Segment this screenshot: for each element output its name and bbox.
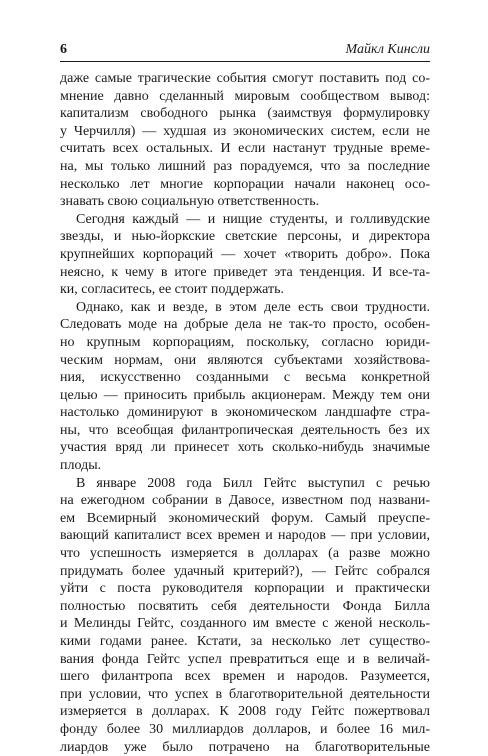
text-line: лиардов уже было потрачено на благотворительные xyxy=(60,739,430,755)
text-line: участия вряд ли принесет хоть сколько-нибудь значимые xyxy=(60,440,430,456)
text-line: шего филантропа всех времен и народов. Разумеется, xyxy=(60,669,430,685)
running-head-author: Майкл Кинсли xyxy=(345,42,430,57)
body-text xyxy=(60,70,430,756)
page-number: 6 xyxy=(60,42,67,57)
text-line: вания фонда Гейтс успел превратиться еще и в величай- xyxy=(60,651,430,667)
text-line: но крупным корпорациям, поскольку, согласно юриди- xyxy=(60,334,430,350)
text-line: настолько доминируют в экономическом ландшафте стра- xyxy=(60,405,430,421)
text-line: ческим нормам, они являются субъектами хозяйствова- xyxy=(60,352,430,368)
text-line: фонду более 30 миллиардов долларов, и более 16 мил- xyxy=(60,721,430,737)
text-line: при условии, что успех в благотворительной деятельности xyxy=(60,686,430,702)
text-line: капитализм свободного рынка (заимствуя формулировку xyxy=(60,106,430,122)
text-line: у Черчилля) — худшая из экономических систем, если не xyxy=(60,123,430,139)
text-line: измеряется в долларах. К 2008 году Гейтс пожертвовал xyxy=(60,704,430,720)
text-line: целью — приносить прибыль акционерам. Между тем они xyxy=(60,387,430,403)
text-line: кими годами ранее. Кстати, за несколько лет существо- xyxy=(60,634,430,649)
text-line: знавать свою социальную ответственность. xyxy=(60,194,320,210)
book-page xyxy=(60,40,430,756)
text-line: ны, что всеобщая филантропическая деятельность без их xyxy=(60,422,430,438)
text-line: крупнейших корпораций — хочет «творить добро». Пока xyxy=(60,246,430,262)
text-line: уйти с поста руководителя корпорации и практически xyxy=(60,581,430,597)
text-line: Следовать моде на добрые дела не так-то просто, особен- xyxy=(60,317,430,333)
text-line: что успешность измеряется в долларах (а разве можно xyxy=(60,546,430,562)
text-line: несколько лет многие корпорации начали наконец осо- xyxy=(60,176,430,192)
text-line: на ежегодном собрании в Давосе, известном под названи- xyxy=(60,493,430,509)
text-line: ки, согласитесь, ее стоит поддержать. xyxy=(60,282,284,298)
text-line: полностью посвятить себя деятельности Фонда Билла xyxy=(60,598,430,614)
text-line: Сегодня каждый — и нищие студенты, и голливудские xyxy=(76,211,430,227)
text-line: неясно, к чему в итоге приведет эта тенденция. И все-та- xyxy=(60,264,430,280)
page-header xyxy=(60,40,430,62)
text-line: вающий капиталист всех времен и народов — при условии, xyxy=(60,528,430,544)
header-rule xyxy=(60,61,430,62)
text-line: ем Всемирный экономический форум. Самый преуспе- xyxy=(60,510,430,526)
text-line: плоды. xyxy=(60,458,102,474)
text-line: звезды, и нью-йоркские светские персоны, и директора xyxy=(60,229,430,245)
text-line: придумать более удачный критерий?), — Гейтс собрался xyxy=(60,563,430,579)
text-line: и Мелинды Гейтс, созданного им вместе с женой несколь- xyxy=(60,616,430,632)
text-line: мнение давно сделанный мировым сообществом вывод: xyxy=(60,88,430,104)
text-line: ния, искусственно созданными с весьма конкретной xyxy=(60,370,430,386)
text-line: считать всех остальных. И если настанут трудные време- xyxy=(60,141,430,157)
text-line: на, мы только лишний раз порадуемся, что за последние xyxy=(60,158,430,174)
text-line: В январе 2008 года Билл Гейтс выступил с речью xyxy=(76,475,430,491)
text-line: даже самые трагические события смогут поставить под со- xyxy=(60,71,430,86)
text-line: Однако, как и везде, в этом деле есть свои трудности. xyxy=(76,299,430,315)
